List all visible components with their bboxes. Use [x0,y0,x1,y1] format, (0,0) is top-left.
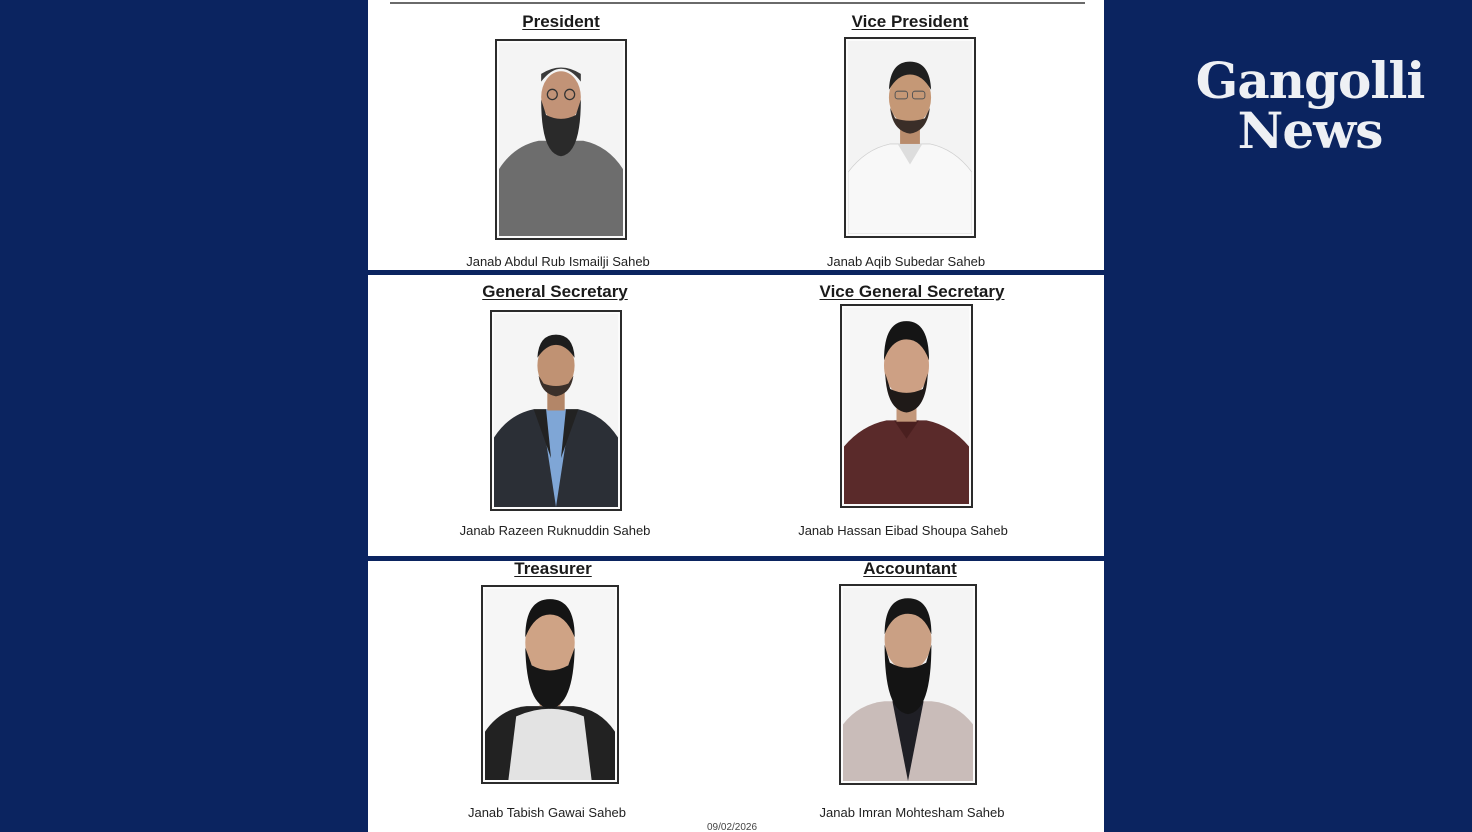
member-name: Janab Aqib Subedar Saheb [826,254,986,269]
member-photo [844,37,976,238]
role-title: Accountant [863,561,957,578]
portrait-accountant [843,588,973,781]
logo-line-1: Gangolli [1195,51,1425,110]
member-photo [839,584,977,785]
member-photo [481,585,619,784]
panel-row-2 [368,275,1104,556]
member-name: Janab Tabish Gawai Saheb [467,805,627,820]
role-title: President [522,12,600,31]
member-name: Janab Razeen Ruknuddin Saheb [459,523,651,538]
document-date: 09/02/2026 [707,822,758,832]
panel-row-3 [368,561,1104,832]
member-photo [490,310,622,511]
portrait-general-secretary [494,314,618,507]
member-name: Janab Hassan Eibad Shoupa Saheb [798,523,1008,538]
portrait-president [499,43,623,236]
logo-line-2: News [1237,101,1383,160]
role-title: Vice President [851,12,969,31]
role-title: Vice General Secretary [819,282,1005,301]
member-name: Janab Abdul Rub Ismailji Saheb [466,254,650,269]
role-title: Treasurer [514,561,592,578]
member-photo [840,304,973,508]
divider-line [390,2,1085,4]
office-bearers-sheet [368,0,1104,832]
role-title: General Secretary [482,282,628,301]
member-name: Janab Imran Mohtesham Saheb [819,805,1005,820]
gangolli-news-logo [1160,51,1460,160]
portrait-treasurer [485,589,615,780]
member-photo [495,39,627,240]
portrait-vice-general-secretary [844,308,969,504]
portrait-vice-president [848,41,972,234]
panel-row-1 [368,0,1104,270]
